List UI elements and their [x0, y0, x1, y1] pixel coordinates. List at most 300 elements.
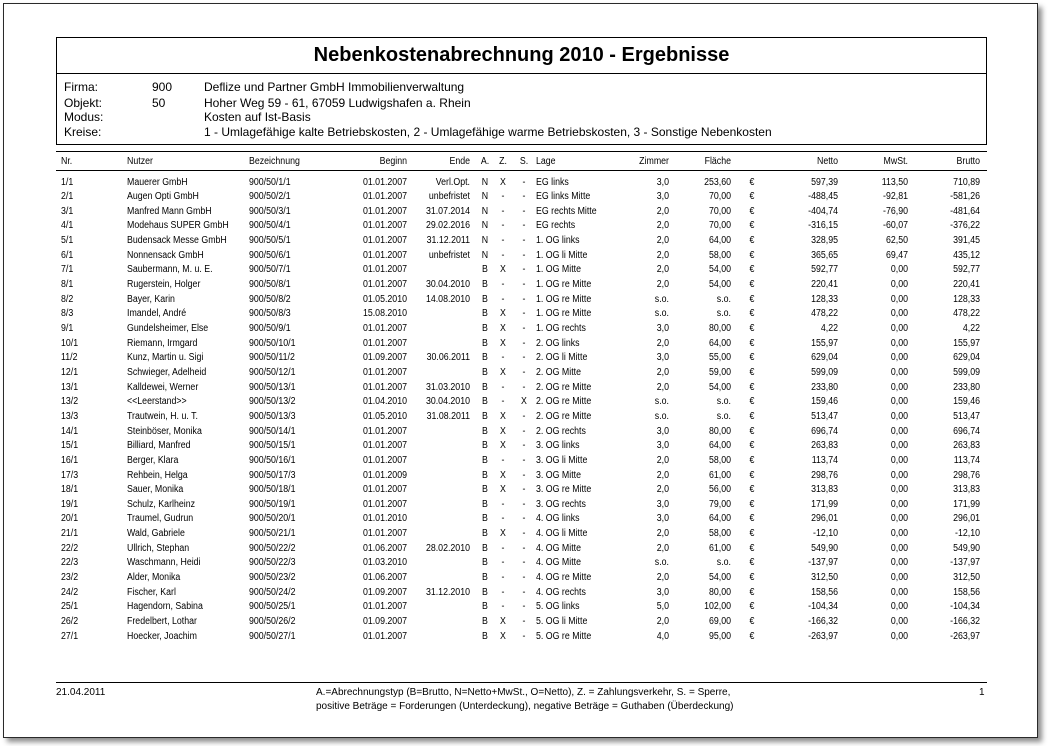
table-cell-a: B [482, 587, 488, 598]
table-cell-mwst: 0,00 [890, 264, 908, 275]
table-cell-netto: 159,46 [811, 396, 838, 407]
table-cell-nutzer: Steinböser, Monika [127, 426, 202, 437]
table-cell-s: - [522, 528, 526, 539]
table-cell-brutto: 298,76 [953, 470, 980, 481]
table-cell-netto: 328,95 [811, 235, 838, 246]
table-cell-s: - [522, 557, 526, 568]
table-cell-s: - [522, 616, 526, 627]
table-cell-a: B [482, 367, 488, 378]
table-cell-beginn: 01.01.2007 [362, 338, 407, 349]
table-cell-flaeche: 64,00 [708, 440, 731, 451]
table-cell-netto: -488,45 [808, 191, 838, 202]
table-cell-currency: € [749, 367, 755, 378]
table-cell-flaeche: 70,00 [708, 220, 731, 231]
table-cell-netto: -137,97 [808, 557, 838, 568]
table-cell-currency: € [749, 528, 755, 539]
table-cell-a: B [482, 528, 488, 539]
table-cell-nr: 13/3 [61, 411, 79, 422]
table-cell-currency: € [749, 279, 755, 290]
table-cell-beginn: 01.01.2007 [362, 264, 407, 275]
table-cell-z: X [500, 264, 506, 275]
table-cell-z: X [500, 440, 506, 451]
table-cell-brutto: 128,33 [953, 294, 980, 305]
table-cell-bezeichnung: 900/50/17/3 [249, 470, 296, 481]
table-cell-z: - [501, 557, 505, 568]
table-cell-netto: 4,22 [820, 323, 838, 334]
table-cell-netto: 365,65 [811, 250, 838, 261]
table-cell-nutzer: Kunz, Martin u. Sigi [127, 352, 204, 363]
table-cell-brutto: 599,09 [953, 367, 980, 378]
table-cell-zimmer: 4,0 [656, 631, 669, 642]
table-cell-flaeche: 61,00 [708, 470, 731, 481]
table-cell-netto: 233,80 [811, 382, 838, 393]
table-cell-s: - [522, 470, 526, 481]
table-cell-lage: 2. OG re Mitte [536, 411, 592, 422]
table-cell-netto: 158,56 [811, 587, 838, 598]
table-cell-s: - [522, 367, 526, 378]
table-cell-mwst: 0,00 [890, 557, 908, 568]
table-cell-nutzer: Hoecker, Joachim [127, 631, 197, 642]
table-cell-z: X [500, 484, 506, 495]
table-cell-beginn: 01.04.2010 [362, 396, 407, 407]
table-cell-currency: € [749, 177, 755, 188]
table-cell-netto: 128,33 [811, 294, 838, 305]
table-cell-s: - [522, 323, 526, 334]
table-cell-nutzer: Kalldewei, Werner [127, 382, 199, 393]
table-cell-lage: 1. OG links [536, 235, 580, 246]
table-cell-mwst: 0,00 [890, 294, 908, 305]
table-cell-bezeichnung: 900/50/8/2 [249, 294, 291, 305]
table-cell-currency: € [749, 220, 755, 231]
table-cell-zimmer: s.o. [654, 294, 669, 305]
column-header-ende: Ende [449, 156, 470, 167]
info-label: Firma: [64, 80, 98, 94]
table-cell-beginn: 01.01.2007 [362, 484, 407, 495]
table-cell-mwst: -76,90 [883, 206, 908, 217]
table-cell-mwst: 69,47 [885, 250, 908, 261]
table-cell-brutto: -263,97 [950, 631, 980, 642]
table-cell-zimmer: 2,0 [656, 367, 669, 378]
table-cell-netto: 597,39 [811, 177, 838, 188]
table-cell-a: B [482, 572, 488, 583]
table-cell-ende: 29.02.2016 [425, 220, 470, 231]
table-cell-a: B [482, 323, 488, 334]
table-cell-netto: -316,15 [808, 220, 838, 231]
table-cell-z: X [500, 177, 506, 188]
table-cell-ende: 30.04.2010 [425, 279, 470, 290]
table-cell-flaeche: 56,00 [708, 484, 731, 495]
table-cell-zimmer: 3,0 [656, 440, 669, 451]
table-cell-flaeche: 58,00 [708, 455, 731, 466]
table-cell-netto: 155,97 [811, 338, 838, 349]
table-cell-nutzer: Saubermann, M. u. E. [127, 264, 213, 275]
column-header-nr: Nr. [61, 156, 73, 167]
table-cell-currency: € [749, 264, 755, 275]
table-cell-bezeichnung: 900/50/14/1 [249, 426, 296, 437]
header-info-box [56, 73, 987, 145]
table-cell-mwst: 0,00 [890, 338, 908, 349]
table-cell-nutzer: Waschmann, Heidi [127, 557, 201, 568]
table-cell-beginn: 01.09.2007 [362, 587, 407, 598]
table-cell-nr: 14/1 [61, 426, 79, 437]
table-cell-nutzer: Billiard, Manfred [127, 440, 191, 451]
table-cell-currency: € [749, 601, 755, 612]
table-cell-bezeichnung: 900/50/21/1 [249, 528, 296, 539]
table-cell-mwst: 0,00 [890, 572, 908, 583]
table-cell-nutzer: Imandel, André [127, 308, 187, 319]
table-cell-netto: 592,77 [811, 264, 838, 275]
table-cell-brutto: -12,10 [955, 528, 980, 539]
table-cell-brutto: 391,45 [953, 235, 980, 246]
table-cell-flaeche: 80,00 [708, 323, 731, 334]
table-cell-zimmer: 2,0 [656, 382, 669, 393]
table-cell-mwst: 0,00 [890, 631, 908, 642]
table-cell-netto: -104,34 [808, 601, 838, 612]
table-cell-brutto: 158,56 [953, 587, 980, 598]
table-cell-nutzer: Traumel, Gudrun [127, 513, 194, 524]
table-cell-currency: € [749, 323, 755, 334]
table-cell-beginn: 01.01.2007 [362, 177, 407, 188]
table-cell-bezeichnung: 900/50/13/1 [249, 382, 296, 393]
table-cell-zimmer: s.o. [654, 411, 669, 422]
table-cell-bezeichnung: 900/50/8/1 [249, 279, 291, 290]
table-cell-flaeche: s.o. [716, 557, 731, 568]
table-cell-a: B [482, 631, 488, 642]
table-cell-currency: € [749, 294, 755, 305]
table-cell-mwst: 0,00 [890, 352, 908, 363]
table-cell-beginn: 01.06.2007 [362, 543, 407, 554]
table-cell-currency: € [749, 572, 755, 583]
table-cell-ende: 31.07.2014 [425, 206, 470, 217]
table-cell-netto: 312,50 [811, 572, 838, 583]
table-cell-a: B [482, 484, 488, 495]
table-cell-flaeche: 55,00 [708, 352, 731, 363]
table-cell-flaeche: s.o. [716, 294, 731, 305]
table-cell-zimmer: 2,0 [656, 528, 669, 539]
table-cell-zimmer: 2,0 [656, 235, 669, 246]
table-cell-mwst: 0,00 [890, 308, 908, 319]
table-cell-beginn: 01.09.2007 [362, 616, 407, 627]
table-cell-brutto: 592,77 [953, 264, 980, 275]
table-cell-lage: 2. OG links [536, 338, 580, 349]
table-cell-mwst: -92,81 [883, 191, 908, 202]
table-cell-brutto: 263,83 [953, 440, 980, 451]
table-cell-mwst: 0,00 [890, 499, 908, 510]
table-cell-a: N [481, 191, 489, 202]
table-cell-a: B [482, 382, 488, 393]
column-header-beginn: Beginn [379, 156, 407, 167]
table-cell-bezeichnung: 900/50/24/2 [249, 587, 296, 598]
table-cell-flaeche: 58,00 [708, 250, 731, 261]
table-cell-mwst: 0,00 [890, 367, 908, 378]
table-cell-a: B [482, 616, 488, 627]
table-cell-flaeche: 54,00 [708, 279, 731, 290]
report-page [3, 3, 1038, 738]
column-header-nutzer: Nutzer [127, 156, 153, 167]
table-cell-lage: 1. OG Mitte [536, 264, 581, 275]
table-cell-netto: 513,47 [811, 411, 838, 422]
table-cell-z: X [500, 528, 506, 539]
table-cell-bezeichnung: 900/50/3/1 [249, 206, 291, 217]
table-cell-s: - [522, 572, 526, 583]
table-cell-nr: 18/1 [61, 484, 79, 495]
table-cell-z: X [500, 631, 506, 642]
table-cell-ende: 28.02.2010 [425, 543, 470, 554]
table-cell-flaeche: 79,00 [708, 499, 731, 510]
table-cell-flaeche: 80,00 [708, 587, 731, 598]
table-cell-z: - [501, 572, 505, 583]
table-cell-bezeichnung: 900/50/7/1 [249, 264, 291, 275]
table-cell-brutto: 549,90 [953, 543, 980, 554]
table-cell-a: B [482, 338, 488, 349]
table-cell-currency: € [749, 308, 755, 319]
table-cell-bezeichnung: 900/50/22/2 [249, 543, 296, 554]
table-cell-brutto: 710,89 [953, 177, 980, 188]
table-cell-beginn: 01.01.2007 [362, 440, 407, 451]
table-cell-s: - [522, 235, 526, 246]
table-cell-beginn: 01.01.2010 [362, 513, 407, 524]
table-cell-beginn: 01.06.2007 [362, 572, 407, 583]
table-cell-lage: 4. OG li Mitte [536, 528, 588, 539]
table-cell-beginn: 01.01.2007 [362, 382, 407, 393]
column-header-mwst: MwSt. [883, 156, 908, 167]
table-cell-a: B [482, 352, 488, 363]
table-cell-ende: 30.04.2010 [425, 396, 470, 407]
table-cell-lage: 1. OG rechts [536, 323, 586, 334]
table-cell-flaeche: 58,00 [708, 528, 731, 539]
table-cell-brutto: -481,64 [950, 206, 980, 217]
table-cell-zimmer: 3,0 [656, 513, 669, 524]
table-cell-currency: € [749, 235, 755, 246]
table-cell-bezeichnung: 900/50/23/2 [249, 572, 296, 583]
table-cell-a: B [482, 426, 488, 437]
table-cell-nr: 10/1 [61, 338, 79, 349]
column-header-flaeche: Fläche [704, 156, 731, 167]
table-cell-nr: 21/1 [61, 528, 79, 539]
table-cell-beginn: 01.05.2010 [362, 411, 407, 422]
table-cell-nutzer: Schulz, Karlheinz [127, 499, 195, 510]
column-header-zimmer: Zimmer [639, 156, 669, 167]
table-cell-nr: 16/1 [61, 455, 79, 466]
table-cell-lage: EG rechts Mitte [536, 206, 597, 217]
table-cell-nr: 27/1 [61, 631, 79, 642]
table-cell-a: B [482, 557, 488, 568]
table-cell-lage: 3. OG li Mitte [536, 455, 588, 466]
table-cell-z: X [500, 367, 506, 378]
table-cell-s: - [522, 587, 526, 598]
table-cell-lage: 1. OG li Mitte [536, 250, 588, 261]
table-cell-nr: 17/3 [61, 470, 79, 481]
table-cell-zimmer: 3,0 [656, 352, 669, 363]
table-cell-nutzer: Schwieger, Adelheid [127, 367, 207, 378]
table-cell-flaeche: 59,00 [708, 367, 731, 378]
table-cell-nr: 3/1 [61, 206, 74, 217]
table-cell-z: X [500, 411, 506, 422]
table-cell-nr: 22/2 [61, 543, 79, 554]
table-cell-zimmer: 3,0 [656, 426, 669, 437]
table-cell-bezeichnung: 900/50/19/1 [249, 499, 296, 510]
table-cell-netto: 313,83 [811, 484, 838, 495]
table-cell-nr: 19/1 [61, 499, 79, 510]
table-cell-brutto: 113,74 [953, 455, 980, 466]
table-cell-brutto: -376,22 [950, 220, 980, 231]
table-cell-currency: € [749, 631, 755, 642]
table-cell-brutto: -166,32 [950, 616, 980, 627]
table-cell-currency: € [749, 557, 755, 568]
table-cell-nr: 8/2 [61, 294, 74, 305]
table-cell-bezeichnung: 900/50/10/1 [249, 338, 296, 349]
table-cell-ende: unbefristet [428, 191, 470, 202]
table-cell-a: B [482, 455, 488, 466]
table-cell-s: - [522, 631, 526, 642]
table-cell-a: N [481, 206, 489, 217]
table-cell-netto: -166,32 [808, 616, 838, 627]
table-cell-ende: 30.06.2011 [426, 352, 470, 363]
table-cell-nr: 6/1 [61, 250, 74, 261]
table-cell-mwst: 0,00 [890, 323, 908, 334]
table-cell-nr: 7/1 [61, 264, 74, 275]
table-cell-s: - [522, 484, 526, 495]
table-cell-ende: 31.12.2010 [425, 587, 470, 598]
column-header-netto: Netto [816, 156, 838, 167]
table-cell-nutzer: Budensack Messe GmbH [127, 235, 227, 246]
column-header-bezeichnung: Bezeichnung [249, 156, 300, 167]
info-number: 50 [152, 96, 166, 110]
table-cell-a: B [482, 396, 488, 407]
table-cell-lage: 5. OG links [536, 601, 580, 612]
table-cell-beginn: 01.01.2007 [362, 631, 407, 642]
table-cell-lage: 1. OG re Mitte [536, 308, 592, 319]
table-cell-brutto: 312,50 [953, 572, 980, 583]
table-cell-beginn: 01.01.2007 [362, 220, 407, 231]
page-number: 1 [979, 687, 985, 698]
table-cell-flaeche: 54,00 [708, 264, 731, 275]
table-cell-beginn: 01.01.2007 [362, 250, 407, 261]
table-cell-beginn: 01.01.2009 [362, 470, 407, 481]
table-cell-bezeichnung: 900/50/15/1 [249, 440, 296, 451]
table-cell-zimmer: 2,0 [656, 470, 669, 481]
table-cell-lage: 4. OG rechts [536, 587, 586, 598]
table-cell-a: N [481, 220, 489, 231]
table-cell-bezeichnung: 900/50/26/2 [249, 616, 296, 627]
table-cell-mwst: 0,00 [890, 279, 908, 290]
table-cell-nr: 25/1 [61, 601, 79, 612]
table-cell-s: - [522, 250, 526, 261]
table-cell-a: B [482, 308, 488, 319]
legend-line-1: A.=Abrechnungstyp (B=Brutto, N=Netto+MwSt., O=Netto), Z. = Zahlungsverkehr, S. = Sperre, [316, 687, 731, 698]
table-cell-bezeichnung: 900/50/2/1 [249, 191, 291, 202]
table-cell-currency: € [749, 455, 755, 466]
table-cell-lage: 1. OG re Mitte [536, 279, 592, 290]
table-cell-zimmer: 3,0 [656, 499, 669, 510]
table-cell-nr: 5/1 [61, 235, 74, 246]
info-value: Deflize und Partner GmbH Immobilienverwaltung [204, 80, 465, 94]
table-cell-z: X [500, 470, 506, 481]
table-cell-mwst: 0,00 [890, 470, 908, 481]
table-cell-lage: 4. OG Mitte [536, 557, 581, 568]
table-cell-flaeche: 253,60 [704, 177, 731, 188]
table-cell-z: - [501, 250, 505, 261]
table-cell-s: - [522, 264, 526, 275]
table-cell-z: - [501, 455, 505, 466]
table-cell-mwst: 0,00 [890, 528, 908, 539]
table-cell-zimmer: 2,0 [656, 455, 669, 466]
table-cell-s: - [522, 499, 526, 510]
table-cell-nr: 20/1 [61, 513, 79, 524]
table-cell-brutto: 233,80 [953, 382, 980, 393]
table-cell-zimmer: 2,0 [656, 250, 669, 261]
table-cell-s: - [522, 279, 526, 290]
table-cell-nutzer: Fischer, Karl [127, 587, 176, 598]
table-cell-flaeche: s.o. [716, 411, 731, 422]
table-cell-nutzer: Hagendorn, Sabina [127, 601, 203, 612]
table-cell-netto: 629,04 [811, 352, 838, 363]
table-cell-nr: 8/3 [61, 308, 74, 319]
table-cell-zimmer: 5,0 [656, 601, 669, 612]
table-cell-zimmer: s.o. [654, 557, 669, 568]
table-cell-nutzer: Ullrich, Stephan [127, 543, 190, 554]
table-cell-ende: 31.03.2010 [425, 382, 470, 393]
table-cell-z: - [501, 499, 505, 510]
table-cell-bezeichnung: 900/50/20/1 [249, 513, 296, 524]
table-cell-s: - [522, 440, 526, 451]
table-cell-s: - [522, 601, 526, 612]
table-cell-lage: 5. OG re Mitte [536, 631, 592, 642]
table-cell-beginn: 01.01.2007 [362, 206, 407, 217]
table-cell-z: - [501, 206, 505, 217]
table-cell-a: B [482, 264, 488, 275]
table-cell-flaeche: 80,00 [708, 426, 731, 437]
table-cell-beginn: 01.01.2007 [362, 279, 407, 290]
report-date: 21.04.2011 [56, 687, 106, 698]
table-cell-nr: 1/1 [61, 177, 74, 188]
table-cell-currency: € [749, 513, 755, 524]
table-cell-s: - [522, 191, 526, 202]
table-cell-lage: 3. OG re Mitte [536, 484, 592, 495]
table-cell-s: - [522, 543, 526, 554]
table-cell-mwst: 0,00 [890, 616, 908, 627]
table-cell-z: - [501, 279, 505, 290]
table-cell-brutto: -104,34 [950, 601, 980, 612]
table-cell-s: - [522, 513, 526, 524]
table-cell-zimmer: 3,0 [656, 323, 669, 334]
table-cell-mwst: 0,00 [890, 411, 908, 422]
table-cell-mwst: 0,00 [890, 455, 908, 466]
table-cell-zimmer: s.o. [654, 308, 669, 319]
table-cell-nutzer: Bayer, Karin [127, 294, 175, 305]
table-cell-z: X [500, 616, 506, 627]
table-cell-beginn: 01.01.2007 [362, 367, 407, 378]
table-cell-beginn: 01.03.2010 [362, 557, 407, 568]
table-cell-s: X [521, 396, 527, 407]
table-cell-z: - [501, 220, 505, 231]
table-cell-lage: 3. OG Mitte [536, 470, 581, 481]
table-cell-nr: 12/1 [61, 367, 79, 378]
table-cell-currency: € [749, 191, 755, 202]
table-cell-brutto: 696,74 [953, 426, 980, 437]
table-cell-nr: 15/1 [61, 440, 79, 451]
table-cell-netto: 696,74 [811, 426, 838, 437]
table-cell-z: - [501, 235, 505, 246]
column-header-z: Z. [499, 156, 507, 167]
table-cell-lage: EG rechts [536, 220, 576, 231]
table-cell-lage: 1. OG re Mitte [536, 294, 592, 305]
table-cell-bezeichnung: 900/50/9/1 [249, 323, 291, 334]
table-cell-nr: 9/1 [61, 323, 74, 334]
table-cell-mwst: -60,07 [883, 220, 908, 231]
table-cell-currency: € [749, 338, 755, 349]
table-cell-flaeche: s.o. [716, 396, 731, 407]
